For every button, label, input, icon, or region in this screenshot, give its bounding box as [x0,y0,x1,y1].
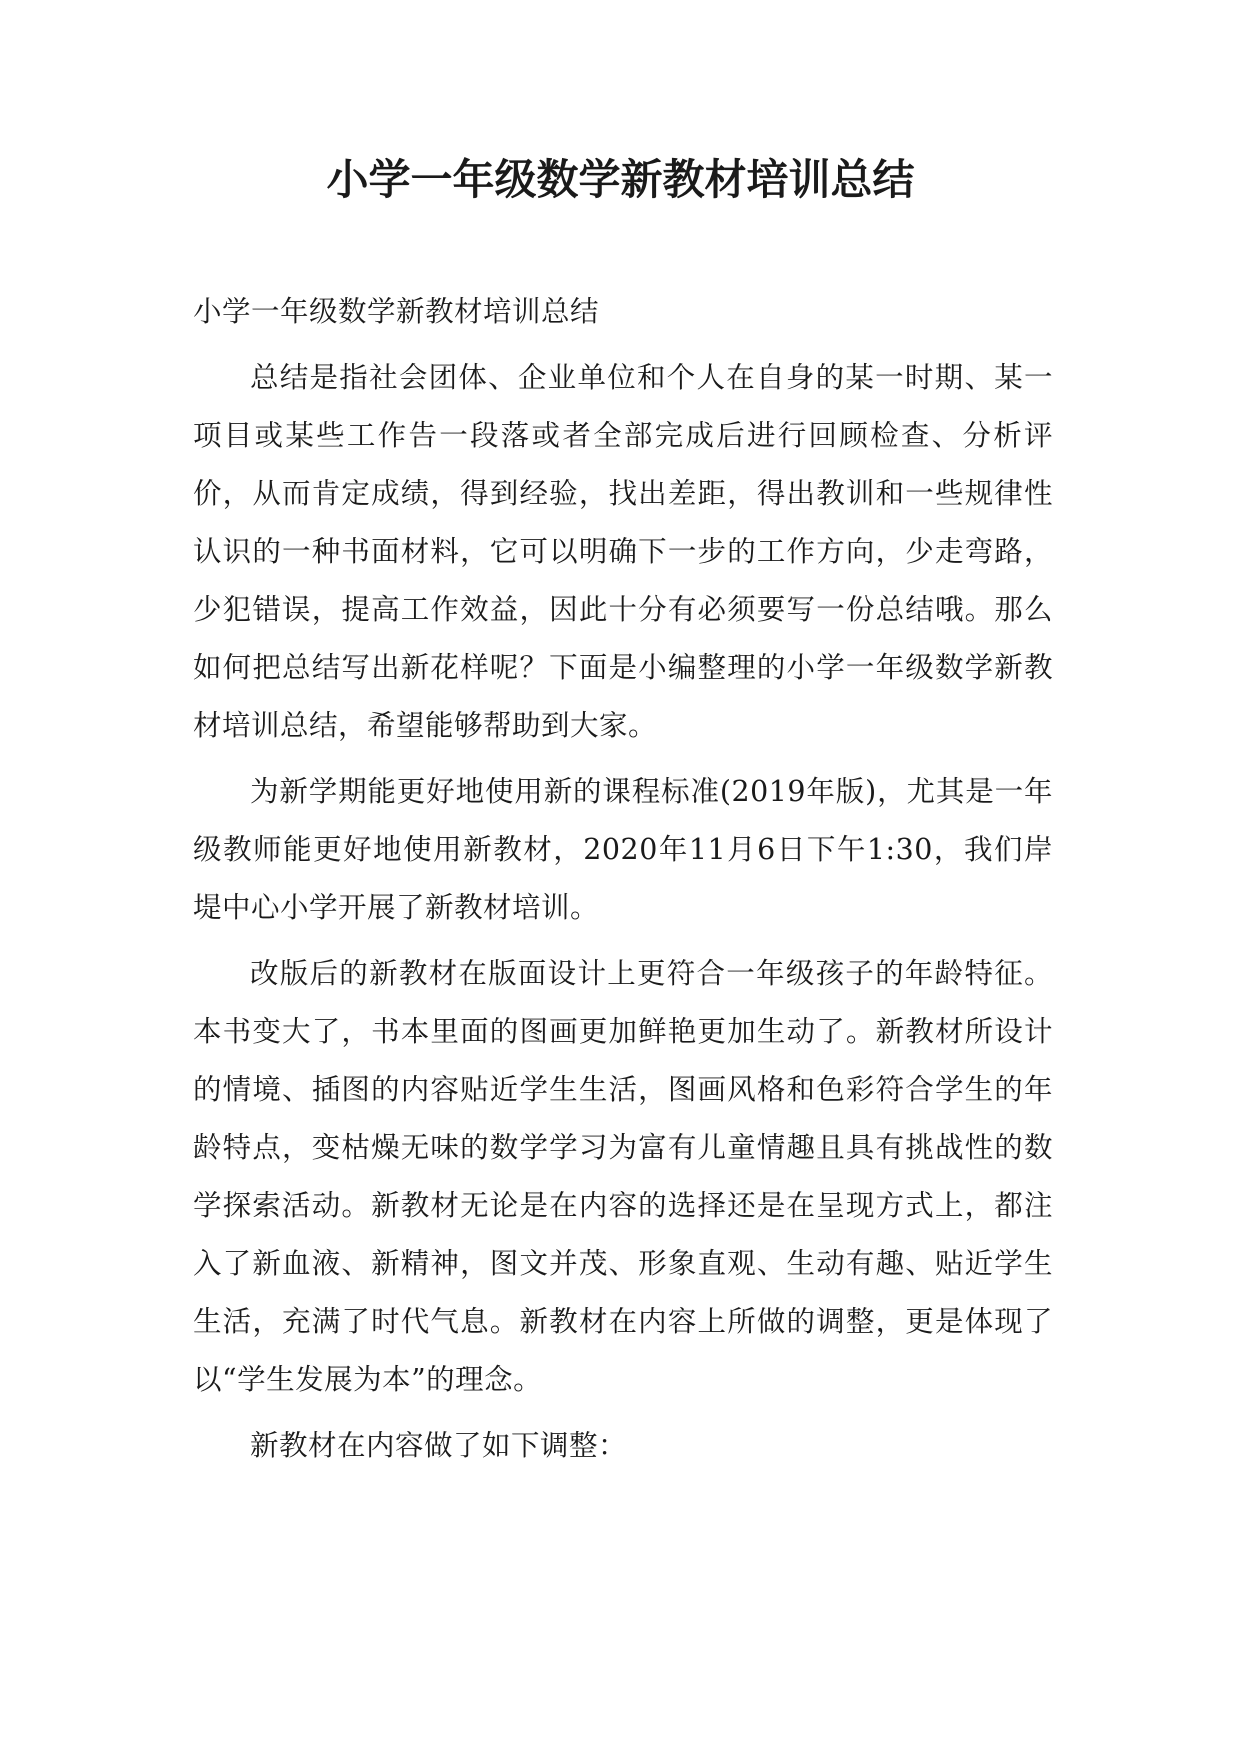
document-body [193,283,1053,1475]
training-paragraph: 为新学期能更好地使用新的课程标准(2019年版)，尤其是一年级教师能更好地使用新教材，2020年11月6日下午1:30，我们岸堤中心小学开展了新教材培训。 [193,775,1053,924]
textbook-paragraph: 改版后的新教材在版面设计上更符合一年级孩子的年龄特征。本书变大了，书本里面的图画更加鲜艳更加生动了。新教材所设计的情境、插图的内容贴近学生生活，图画风格和色彩符合学生的年龄特点，变枯燥无味的数学学习为富有儿童情趣且具有挑战性的数学探索活动。新教材无论是在内容的选择还是在呈现方式上，都注入了新血液、新精神，图文并茂、形象直观、生动有趣、贴近学生生活，充满了时代气息。新教材在内容上所做的调整，更是体现了以“学生发展为本”的理念。 [193,957,1053,1396]
document-title: 小学一年级数学新教材培训总结 [326,155,915,204]
intro-paragraph: 总结是指社会团体、企业单位和个人在自身的某一时期、某一项目或某些工作告一段落或者全部完成后进行回顾检查、分析评价，从而肯定成绩，得到经验，找出差距，得出教训和一些规律性认识的一种书面材料，它可以明确下一步的工作方向，少走弯路，少犯错误，提高工作效益，因此十分有必须要写一份总结哦。那么如何把总结写出新花样呢？下面是小编整理的小学一年级数学新教材培训总结，希望能够帮助到大家。 [193,361,1053,742]
adjustments-paragraph: 新教材在内容做了如下调整： [250,1429,628,1462]
subtitle-paragraph: 小学一年级数学新教材培训总结 [193,295,600,328]
